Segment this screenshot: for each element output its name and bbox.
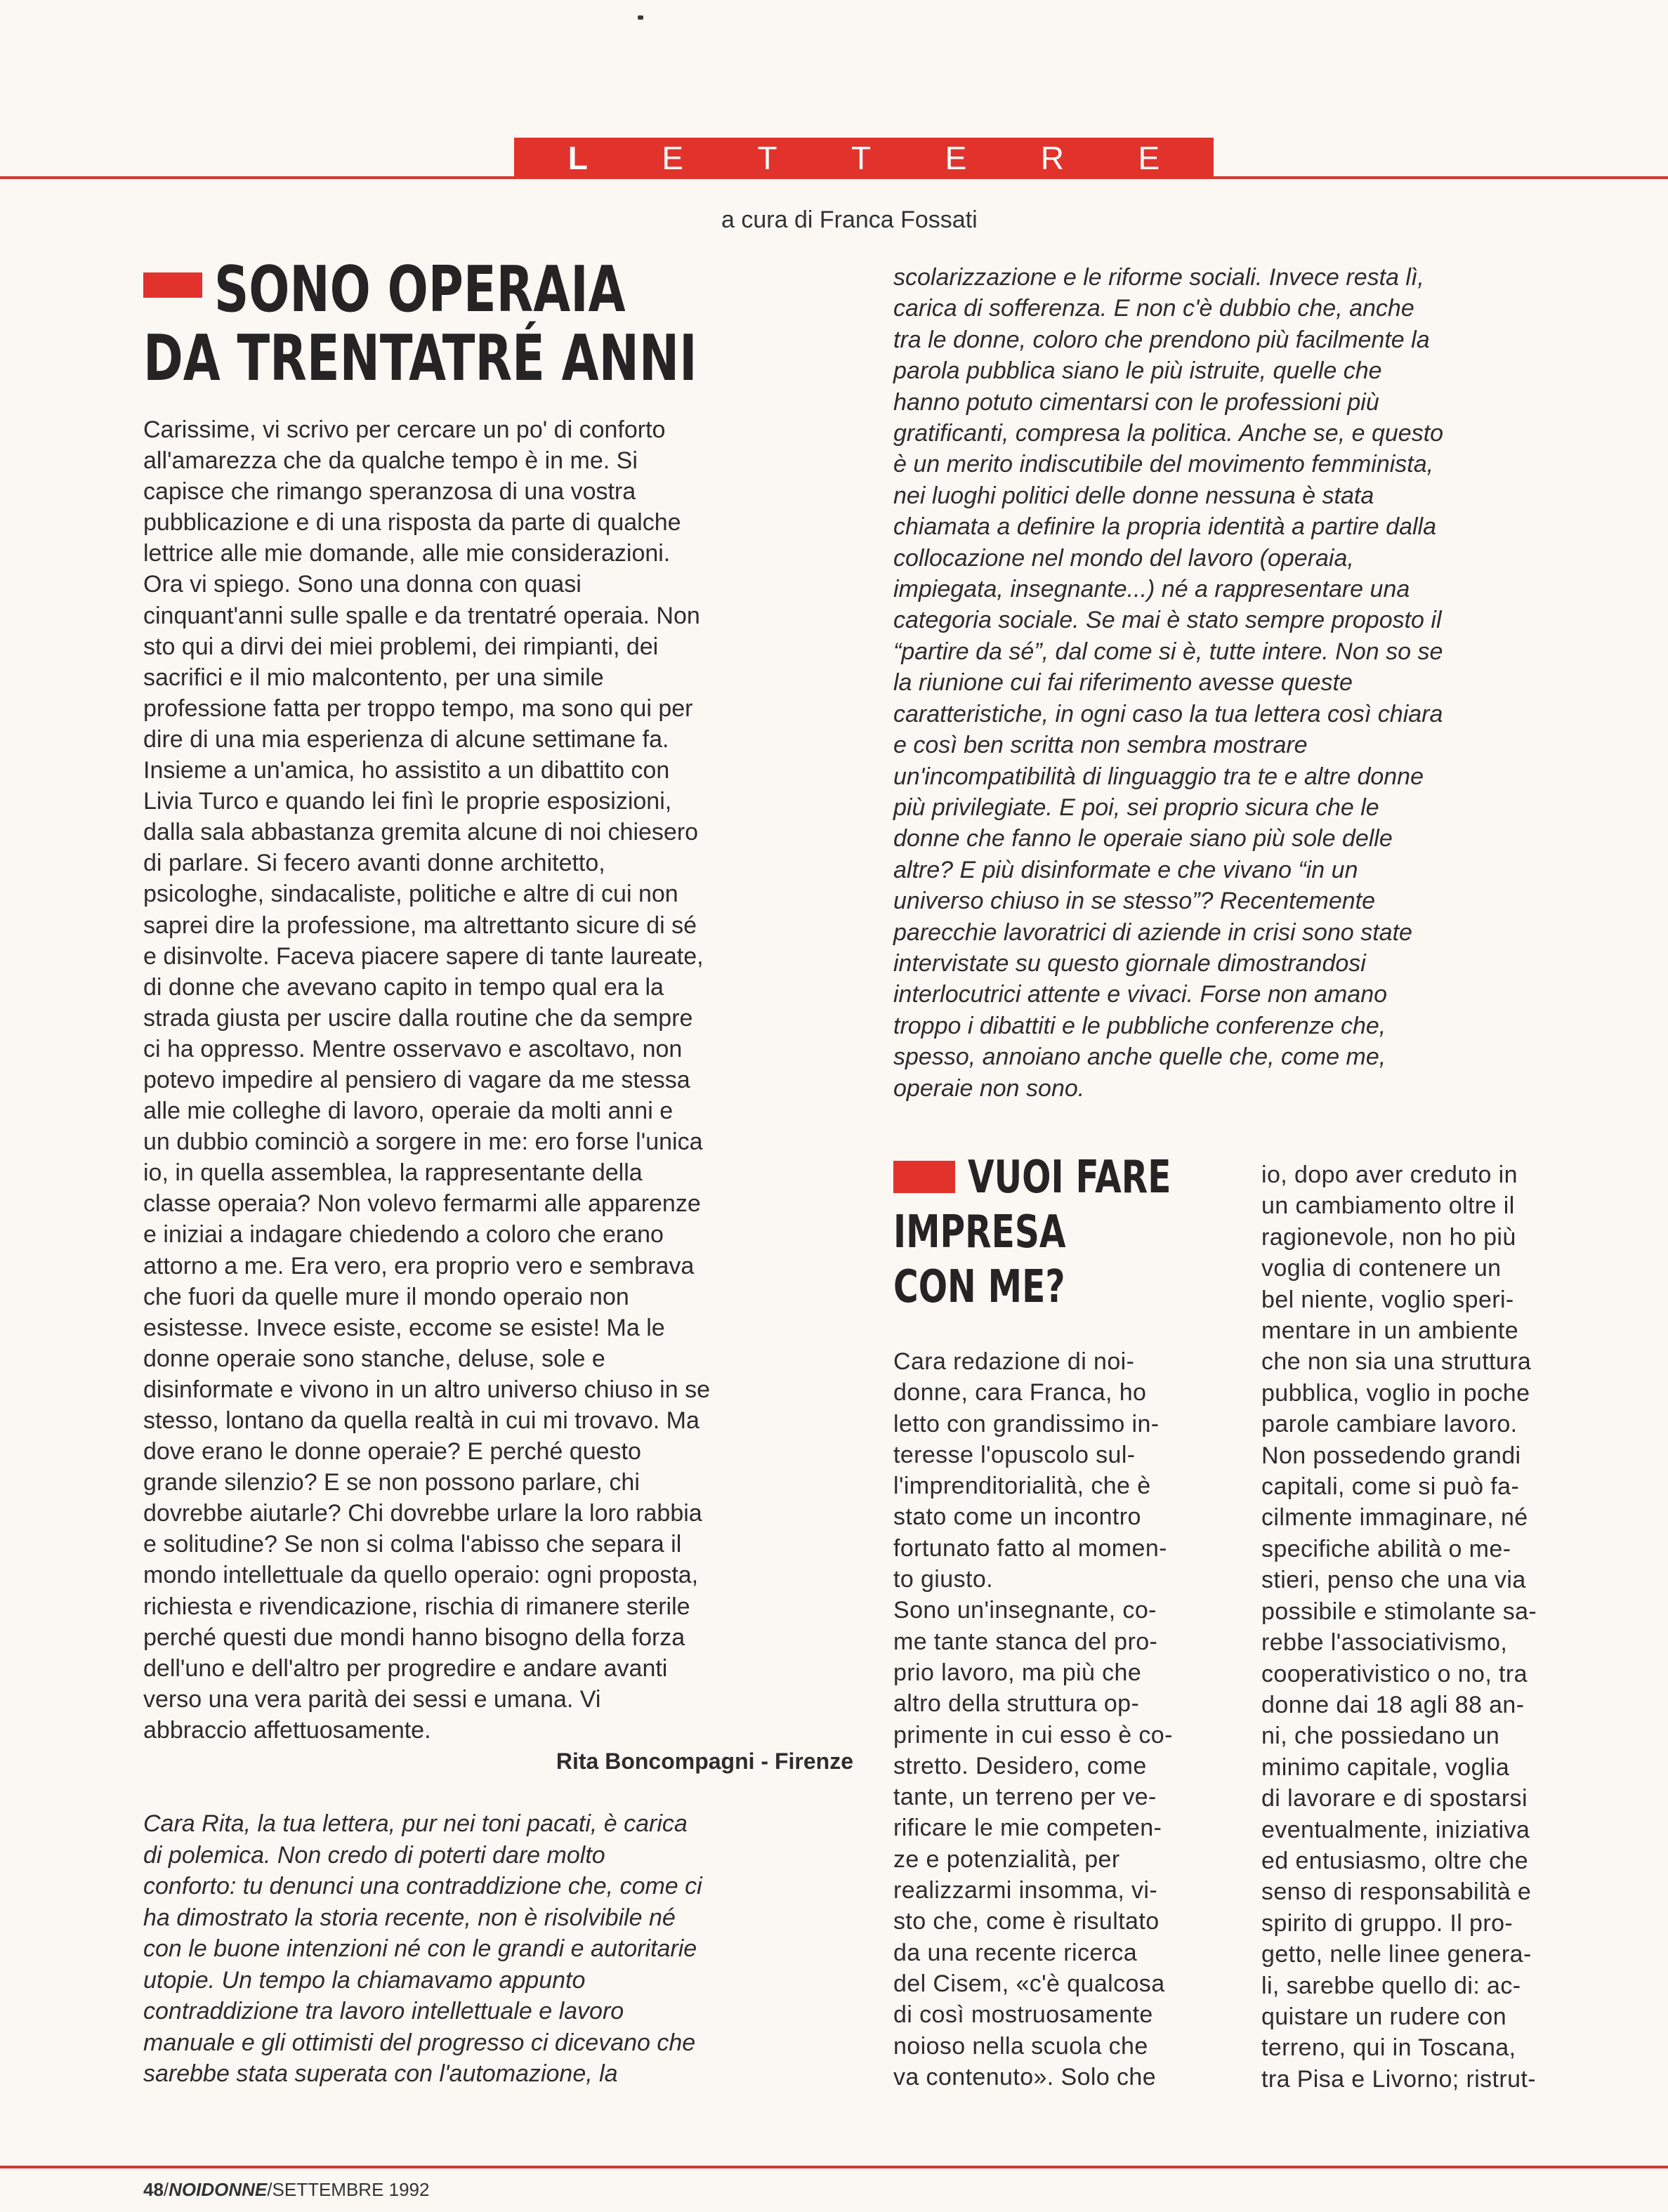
text-line: lettrice alle mie domande, alle mie considerazioni.: [143, 540, 671, 567]
article2-headline-line2: IMPRESA: [893, 1206, 1066, 1258]
text-line: tra le donne, coloro che prendono più facilmente la: [893, 326, 1430, 353]
text-line: un'incompatibilità di linguaggio tra te e altre donne: [893, 763, 1424, 790]
text-line: interlocutrici attente e vivaci. Forse non amano: [893, 981, 1388, 1008]
text-line: con le buone intenzioni né con le grandi e autoritarie: [143, 1935, 697, 1962]
text-line: operaie non sono.: [893, 1074, 1085, 1102]
text-line: scolarizzazione e le riforme sociali. Invece resta lì,: [893, 264, 1424, 291]
text-line: Cara Rita, la tua lettera, pur nei toni pacati, è carica: [143, 1810, 688, 1837]
article2-letter-col-left: [893, 1346, 1173, 2093]
banner-letter: E: [662, 140, 683, 176]
text-line: rificare le mie competen-: [893, 1815, 1162, 1842]
article2-headline-line1: VUOI FARE: [968, 1152, 1171, 1204]
banner-letter: E: [945, 140, 967, 176]
text-line: eventualmente, iniziativa: [1261, 1816, 1530, 1843]
text-line: grande silenzio? E se non possono parlare, chi: [143, 1469, 640, 1496]
text-line: di donne che avevano capito in tempo qual era la: [143, 973, 664, 1001]
text-line: primente in cui esso è co-: [893, 1721, 1173, 1749]
text-line: hanno potuto cimentarsi con le professioni più: [893, 388, 1379, 416]
text-line: io, dopo aver creduto in: [1261, 1161, 1518, 1188]
text-line: strada giusta per uscire dalla routine che da sempre: [143, 1004, 693, 1032]
text-line: ragionevole, non ho più: [1261, 1223, 1516, 1251]
text-line: più privilegiate. E poi, sei proprio sicura che le: [893, 794, 1379, 821]
text-line: realizzarmi insomma, vi-: [893, 1877, 1158, 1904]
text-line: nei luoghi politici delle donne nessuna è stata: [893, 482, 1374, 509]
text-line: Carissime, vi scrivo per cercare un po' di conforto: [143, 416, 666, 443]
text-line: Insieme a un'amica, ho assistito a un dibattito con: [143, 757, 670, 784]
headline-square-icon: [143, 272, 202, 298]
curator-credit: a cura di Franca Fossati: [721, 206, 978, 233]
text-line: ha dimostrato la storia recente, non è risolvibile né: [143, 1904, 676, 1931]
text-line: conforto: tu denunci una contraddizione che, come ci: [143, 1873, 702, 1900]
text-line: me tante stanca del pro-: [893, 1628, 1158, 1655]
text-line: dire di una mia esperienza di alcune settimane fa.: [143, 725, 669, 753]
banner-letter: T: [851, 140, 872, 176]
text-line: io, in quella assemblea, la rappresentante della: [143, 1159, 643, 1187]
text-line: Non possedendo grandi: [1261, 1442, 1521, 1469]
text-line: stato come un incontro: [893, 1503, 1141, 1531]
text-line: mondo intellettuale da quello operaio: ogni proposta,: [143, 1562, 699, 1589]
article1-reply-col2: [893, 262, 1443, 1104]
text-line: donne operaie sono stanche, deluse, sole e: [143, 1345, 605, 1372]
text-line: verso una vera parità dei sessi e umana. Vi: [143, 1685, 601, 1713]
text-line: chiamata a definire la propria identità a partire dalla: [893, 513, 1437, 541]
page-footer: [143, 2179, 429, 2201]
text-line: caratteristiche, in ogni caso la tua lettera così chiara: [893, 700, 1443, 728]
text-line: tra Pisa e Livorno; ristrut-: [1261, 2065, 1536, 2093]
text-line: donne che fanno le operaie siano più sole delle: [893, 825, 1393, 852]
text-line: del Cisem, «c'è qualcosa: [893, 1970, 1165, 1997]
text-line: capisce che rimango speranzosa di una vostra: [143, 478, 636, 506]
text-line: quistare un rudere con: [1261, 2003, 1507, 2030]
text-line: disinformate e vivono in un altro universo chiuso in se: [143, 1376, 710, 1403]
text-line: cilmente immaginare, né: [1261, 1504, 1528, 1532]
text-line: spirito di gruppo. Il pro-: [1261, 1909, 1513, 1937]
text-line: professione fatta per troppo tempo, ma sono qui per: [143, 694, 693, 722]
text-line: altro della struttura op-: [893, 1690, 1140, 1718]
text-line: Livia Turco e quando lei finì le proprie esposizioni,: [143, 788, 672, 815]
text-line: classe operaia? Non volevo fermarmi alle apparenze: [143, 1190, 701, 1218]
banner-letter: E: [1138, 140, 1160, 176]
article1-reply-col1: [143, 1808, 702, 2090]
text-line: richiesta e rivendicazione, rischia di rimanere sterile: [143, 1593, 690, 1620]
text-line: attorno a me. Era vero, era proprio vero e sembrava: [143, 1252, 695, 1279]
text-line: contraddizione tra lavoro intellettuale e lavoro: [143, 1998, 624, 2025]
print-mark: [638, 15, 643, 20]
text-line: senso di responsabilità e: [1261, 1878, 1532, 1906]
text-line: e solitudine? Se non si colma l'abisso che separa il: [143, 1531, 682, 1558]
text-line: prio lavoro, ma più che: [893, 1659, 1142, 1686]
text-line: bel niente, voglio speri-: [1261, 1286, 1514, 1313]
text-line: ze e potenzialità, per: [893, 1845, 1120, 1873]
text-line: psicologhe, sindacaliste, politiche e altre di cui non: [143, 881, 678, 908]
text-line: “partire da sé”, dal come si è, tutte intere. Non so se: [893, 638, 1443, 665]
text-line: utopie. Un tempo la chiamavamo appunto: [143, 1966, 586, 1994]
text-line: carica di sofferenza. E non c'è dubbio che, anche: [893, 295, 1414, 322]
text-line: è un merito indiscutibile del movimento femminista,: [893, 451, 1434, 478]
text-line: Cara redazione di noi-: [893, 1348, 1135, 1375]
text-line: mentare in un ambiente: [1261, 1317, 1519, 1345]
text-line: la riunione cui fai riferimento avesse queste: [893, 669, 1353, 697]
article1-headline-line1: SONO OPERAIA: [214, 253, 626, 327]
text-line: ni, che possiedano un: [1261, 1723, 1500, 1750]
text-line: ed entusiasmo, oltre che: [1261, 1847, 1529, 1874]
text-line: spesso, annoiano anche quelle che, come me,: [893, 1044, 1386, 1071]
text-line: ci ha oppresso. Mentre osservavo e ascoltavo, non: [143, 1035, 683, 1062]
text-line: sto qui a dirvi dei miei problemi, dei rimpianti, dei: [143, 633, 659, 660]
section-banner-lettere: [514, 138, 1214, 178]
text-line: possibile e stimolante sa-: [1261, 1598, 1537, 1625]
text-line: che non sia una struttura: [1261, 1348, 1532, 1376]
article1-letter-body: [143, 414, 710, 1746]
text-line: terreno, qui in Toscana,: [1261, 2034, 1516, 2062]
text-line: potevo impedire al pensiero di vagare da me stessa: [143, 1066, 690, 1093]
text-line: teresse l'opuscolo sul-: [893, 1441, 1136, 1468]
text-line: capitali, come si può fa-: [1261, 1473, 1520, 1501]
text-line: parole cambiare lavoro.: [1261, 1411, 1518, 1438]
text-line: fortunato fatto al momen-: [893, 1534, 1167, 1562]
text-line: stieri, penso che una via: [1261, 1567, 1526, 1594]
text-line: dalla sala abbastanza gremita alcune di noi chiesero: [143, 819, 699, 846]
text-line: un dubbio cominciò a sorgere in me: ero forse l'unica: [143, 1128, 703, 1156]
text-line: rebbe l'associativismo,: [1261, 1629, 1508, 1657]
article2-letter-col-right: [1261, 1159, 1537, 2095]
magazine-name: NOIDONNE: [169, 2179, 268, 2200]
text-line: letto con grandissimo in-: [893, 1410, 1160, 1437]
text-line: e così ben scritta non sembra mostrare: [893, 732, 1308, 759]
page-number: 48: [143, 2179, 164, 2200]
text-line: minimo capitale, voglia: [1261, 1753, 1510, 1781]
text-line: sacrifici e il mio malcontento, per una simile: [143, 664, 604, 691]
text-line: di polemica. Non credo di poterti dare molto: [143, 1841, 605, 1869]
text-line: categoria sociale. Se mai è stato sempre proposto il: [893, 607, 1442, 634]
text-line: li, sarebbe quello di: ac-: [1261, 1972, 1521, 1999]
text-line: tante, un terreno per ve-: [893, 1784, 1157, 1811]
text-line: esistesse. Invece esiste, eccome se esiste! Ma le: [143, 1314, 665, 1341]
text-line: l'imprenditorialità, che è: [893, 1473, 1151, 1500]
text-line: manuale e gli ottimisti del progresso ci dicevano che: [143, 2029, 696, 2056]
article1-headline-line2: DA TRENTATRÉ ANNI: [143, 322, 697, 395]
text-line: di lavorare e di spostarsi: [1261, 1785, 1528, 1812]
text-line: getto, nelle linee genera-: [1261, 1941, 1532, 1968]
banner-letter: R: [1040, 140, 1065, 176]
text-line: pubblicazione e di una risposta da parte di qualche: [143, 509, 681, 536]
text-line: to giusto.: [893, 1566, 993, 1593]
banner-letter: L: [567, 140, 588, 176]
text-line: impiegata, insegnante...) né a rappresentare una: [893, 576, 1410, 603]
text-line: parola pubblica siano le più istruite, quelle che: [893, 357, 1382, 385]
text-line: all'amarezza che da qualche tempo è in me. Si: [143, 447, 638, 475]
text-line: sarebbe stata superata con l'automazione, la: [143, 2060, 618, 2087]
text-line: cinquant'anni sulle spalle e da trentatré operaia. Non: [143, 602, 700, 629]
text-line: troppo i dibattiti e le pubbliche conferenze che,: [893, 1012, 1386, 1039]
text-line: che fuori da quelle mure il mondo operaio non: [143, 1283, 629, 1310]
text-line: intervistate su questo giornale dimostrandosi: [893, 949, 1366, 977]
text-line: alle mie colleghe di lavoro, operaie da molti anni e: [143, 1098, 674, 1125]
text-line: donne dai 18 agli 88 an-: [1261, 1691, 1525, 1718]
text-line: cooperativistico o no, tra: [1261, 1660, 1528, 1687]
text-line: da una recente ricerca: [893, 1939, 1138, 1966]
footer-separator: /: [163, 2179, 169, 2200]
text-line: Ora vi spiego. Sono una donna con quasi: [143, 571, 582, 598]
text-line: dove erano le donne operaie? E perché questo: [143, 1438, 641, 1466]
text-line: collocazione nel mondo del lavoro (operaia,: [893, 544, 1354, 572]
text-line: parecchie lavoratrici di aziende in crisi sono state: [893, 919, 1412, 946]
text-line: universo chiuso in se stesso”? Recentemente: [893, 888, 1376, 915]
text-line: perché questi due mondi hanno bisogno della forza: [143, 1624, 685, 1651]
text-line: gratificanti, compresa la politica. Anche se, e questo: [893, 420, 1444, 447]
text-line: altre? E più disinformate e che vivano “in un: [893, 856, 1358, 883]
text-line: donne, cara Franca, ho: [893, 1379, 1147, 1407]
headline-square-icon: [893, 1161, 955, 1193]
article2-headline-line3: CON ME?: [893, 1261, 1065, 1313]
text-line: dell'uno e dell'altro per progredire e andare avanti: [143, 1654, 668, 1682]
text-line: saprei dire la professione, ma altrettanto sicure di sé: [143, 911, 697, 939]
text-line: e iniziai a indagare chiedendo a coloro che erano: [143, 1221, 664, 1249]
banner-letter: T: [757, 140, 777, 176]
bottom-rule: [0, 2166, 1668, 2168]
text-line: e disinvolte. Faceva piacere sapere di tante laureate,: [143, 942, 704, 970]
text-line: Sono un'insegnante, co-: [893, 1597, 1157, 1624]
text-line: stesso, lontano da quella realtà in cui mi trovavo. Ma: [143, 1407, 700, 1434]
text-line: di così mostruosamente: [893, 2001, 1153, 2029]
text-line: voglia di contenere un: [1261, 1255, 1502, 1282]
issue-date: /SETTEMBRE 1992: [267, 2179, 430, 2200]
text-line: sto che, come è risultato: [893, 1908, 1160, 1935]
text-line: noioso nella scuola che: [893, 2032, 1148, 2060]
text-line: di parlare. Si fecero avanti donne architetto,: [143, 850, 605, 877]
text-line: pubblica, voglio in poche: [1261, 1379, 1530, 1407]
text-line: va contenuto». Solo che: [893, 2063, 1157, 2091]
text-line: specifiche abilità o me-: [1261, 1535, 1511, 1562]
text-line: un cambiamento oltre il: [1261, 1192, 1515, 1220]
text-line: dovrebbe aiutarle? Chi dovrebbe urlare la loro rabbia: [143, 1500, 702, 1527]
text-line: stretto. Desidero, come: [893, 1752, 1147, 1779]
letter-signature: Rita Boncompagni - Firenze: [556, 1749, 853, 1774]
text-line: abbraccio affettuosamente.: [143, 1716, 431, 1744]
